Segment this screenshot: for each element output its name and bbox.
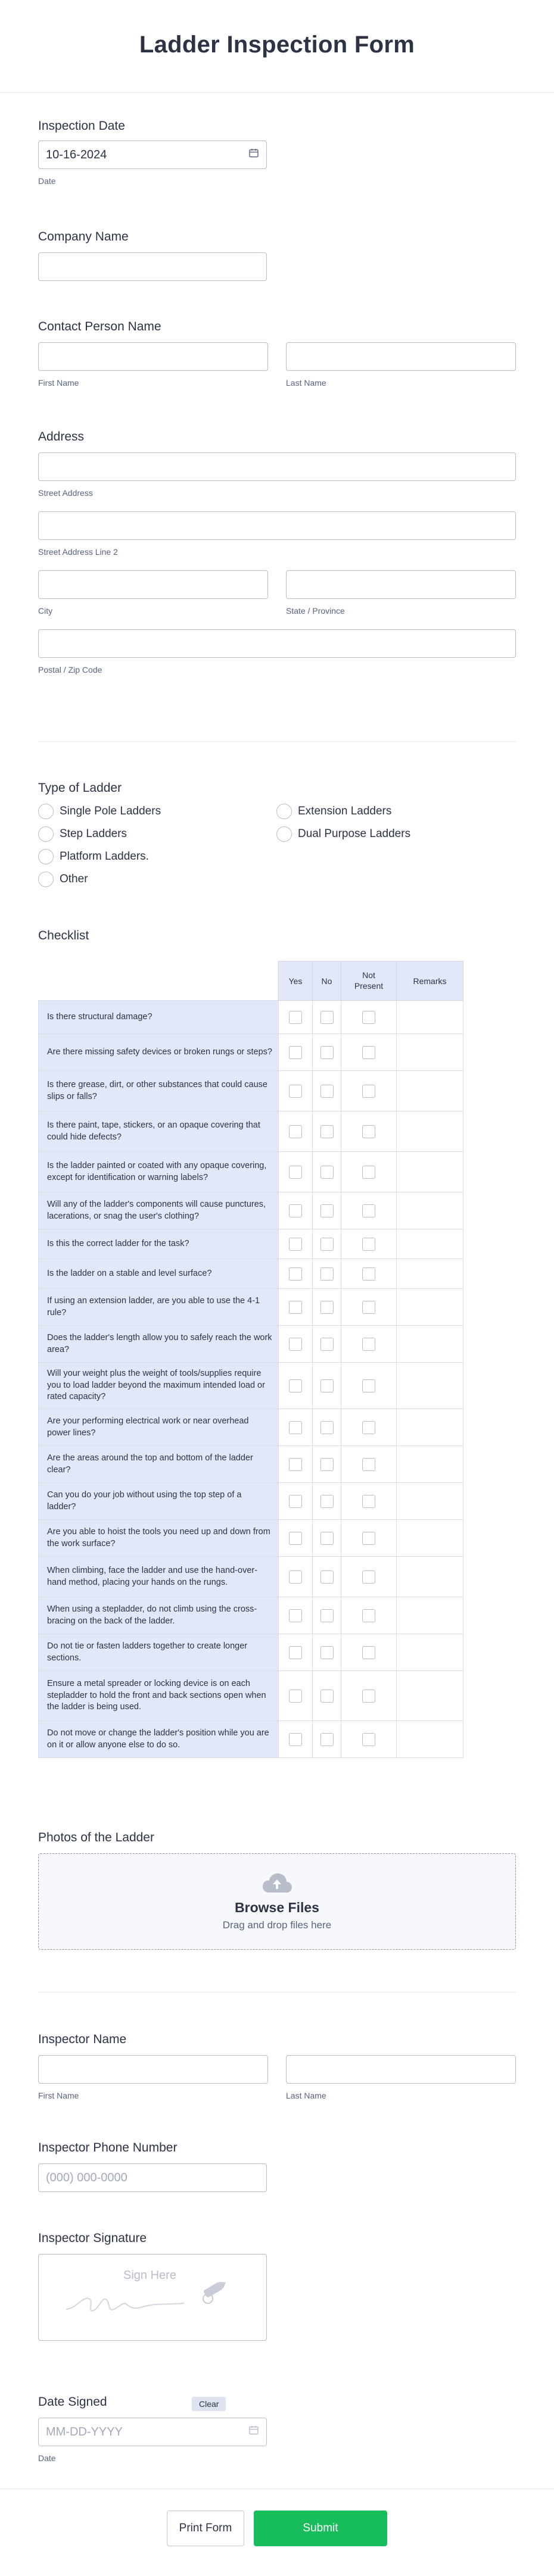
address-field — [38, 430, 516, 675]
checklist-cell-no — [313, 1152, 341, 1192]
checklist-row — [39, 1671, 463, 1721]
checkbox-not-present[interactable] — [362, 1379, 375, 1392]
radio-step[interactable] — [38, 826, 276, 842]
checkbox-not-present[interactable] — [362, 1125, 375, 1138]
checklist-cell-no — [313, 1483, 341, 1520]
checkbox-yes[interactable] — [289, 1379, 302, 1392]
checkbox-not-present[interactable] — [362, 1301, 375, 1314]
checklist-cell-no — [313, 1671, 341, 1721]
matrix-col-yes: Yes — [279, 961, 313, 1001]
checkbox-no[interactable] — [320, 1421, 334, 1434]
checklist-remarks-input[interactable] — [397, 1326, 463, 1363]
checklist-question: Are the areas around the top and bottom of the ladder clear? — [39, 1446, 279, 1483]
checkbox-not-present[interactable] — [362, 1609, 375, 1622]
checkbox-no[interactable] — [320, 1204, 334, 1217]
checklist-row — [39, 1259, 463, 1289]
checklist-question: Is the ladder painted or coated with any opaque covering, except for identification or warning labels? — [39, 1152, 279, 1192]
checklist-question: Does the ladder's length allow you to safely reach the work area? — [39, 1326, 279, 1363]
checkbox-no[interactable] — [320, 1301, 334, 1314]
clear-signature-button[interactable]: Clear — [192, 2397, 226, 2411]
inspector-name-label: Inspector Name — [38, 2032, 127, 2046]
inspection-date-input[interactable] — [38, 140, 267, 169]
checklist-cell-not-present — [341, 1326, 397, 1363]
checklist-row — [39, 1721, 463, 1758]
checkbox-yes[interactable] — [289, 1421, 302, 1434]
matrix-header-row — [39, 961, 463, 1001]
checkbox-yes[interactable] — [289, 1532, 302, 1545]
radio-label: Extension Ladders — [298, 805, 392, 817]
checkbox-no[interactable] — [320, 1570, 334, 1584]
checkbox-yes[interactable] — [289, 1238, 302, 1251]
checklist-cell-not-present — [341, 1229, 397, 1259]
checklist-remarks-input[interactable] — [397, 1071, 463, 1111]
checklist-cell-not-present — [341, 1152, 397, 1192]
radio-dual-purpose[interactable] — [276, 826, 515, 842]
checklist-remarks-input[interactable] — [397, 1597, 463, 1634]
contact-last-name-sublabel: Last Name — [286, 378, 326, 388]
checkbox-yes[interactable] — [289, 1125, 302, 1138]
checklist-cell-no — [313, 1363, 341, 1409]
inspector-phone-input[interactable] — [38, 2163, 267, 2192]
photos-field — [38, 1831, 516, 1950]
radio-other[interactable] — [38, 872, 276, 887]
checkbox-yes[interactable] — [289, 1166, 302, 1179]
checkbox-yes[interactable] — [289, 1495, 302, 1508]
checklist-row — [39, 1229, 463, 1259]
inspection-date-field — [38, 119, 267, 186]
checkbox-not-present[interactable] — [362, 1646, 375, 1659]
checkbox-no[interactable] — [320, 1495, 334, 1508]
checklist-cell-no — [313, 1597, 341, 1634]
checklist-row — [39, 1001, 463, 1034]
checklist-row — [39, 1363, 463, 1409]
section-divider — [38, 741, 516, 742]
street-address-sublabel: Street Address — [38, 488, 93, 498]
checklist-question: Is the ladder on a stable and level surface? — [39, 1259, 279, 1289]
calendar-icon[interactable] — [248, 2425, 259, 2439]
contact-first-name-sublabel: First Name — [38, 378, 79, 388]
checklist-cell-yes — [279, 1152, 313, 1192]
calendar-icon[interactable] — [248, 148, 259, 162]
checkbox-not-present[interactable] — [362, 1085, 375, 1098]
checklist-remarks-input[interactable] — [397, 1557, 463, 1597]
street-address-input[interactable] — [38, 452, 516, 481]
radio-circle[interactable] — [38, 826, 54, 842]
checklist-cell-no — [313, 1192, 341, 1229]
checklist-remarks-input[interactable] — [397, 1001, 463, 1034]
checkbox-yes[interactable] — [289, 1046, 302, 1059]
company-name-field — [38, 230, 267, 281]
ladder-type-field — [38, 781, 516, 887]
inspector-signature-label: Inspector Signature — [38, 2231, 147, 2245]
radio-label: Dual Purpose Ladders — [298, 828, 411, 840]
checklist-row — [39, 1597, 463, 1634]
checklist-question: Can you do your job without using the top step of a ladder? — [39, 1483, 279, 1520]
checklist-row — [39, 1520, 463, 1557]
checklist-remarks-input[interactable] — [397, 1520, 463, 1557]
checklist-cell-not-present — [341, 1671, 397, 1721]
checklist-row — [39, 1326, 463, 1363]
checklist-field — [38, 929, 463, 1758]
checkbox-no[interactable] — [320, 1458, 334, 1471]
checklist-question: When climbing, face the ladder and use the hand-over-hand method, placing your hands on the rungs. — [39, 1557, 279, 1597]
checklist-remarks-input[interactable] — [397, 1409, 463, 1446]
browse-files-title: Browse Files — [235, 1899, 319, 1915]
checklist-row — [39, 1557, 463, 1597]
checkbox-yes[interactable] — [289, 1338, 302, 1351]
checklist-row — [39, 1071, 463, 1111]
radio-circle[interactable] — [38, 849, 54, 864]
checkbox-not-present[interactable] — [362, 1421, 375, 1434]
checklist-remarks-input[interactable] — [397, 1289, 463, 1326]
radio-circle[interactable] — [276, 826, 292, 842]
checklist-cell-yes — [279, 1557, 313, 1597]
inspector-last-name-sublabel: Last Name — [286, 2091, 326, 2100]
checklist-remarks-input[interactable] — [397, 1483, 463, 1520]
checklist-question: Ensure a metal spreader or locking device is on each stepladder to hold the front and back sections open when the ladder is being used. — [39, 1671, 279, 1721]
checkbox-yes[interactable] — [289, 1011, 302, 1024]
state-input[interactable] — [286, 570, 516, 599]
radio-platform[interactable] — [38, 849, 276, 864]
checklist-cell-yes — [279, 1671, 313, 1721]
radio-circle[interactable] — [38, 872, 54, 887]
signature-placeholder: Sign Here — [123, 2269, 176, 2282]
checklist-cell-not-present — [341, 1557, 397, 1597]
checklist-cell-no — [313, 1557, 341, 1597]
checklist-remarks-input[interactable] — [397, 1229, 463, 1259]
phone-placeholder: (000) 000-0000 — [46, 2171, 127, 2184]
checkbox-no[interactable] — [320, 1125, 334, 1138]
checklist-cell-not-present — [341, 1597, 397, 1634]
checklist-cell-no — [313, 1034, 341, 1071]
checkbox-no[interactable] — [320, 1733, 334, 1746]
form-header — [0, 0, 554, 93]
checklist-remarks-input[interactable] — [397, 1111, 463, 1152]
checklist-remarks-input[interactable] — [397, 1034, 463, 1071]
checkbox-yes[interactable] — [289, 1301, 302, 1314]
checkbox-no[interactable] — [320, 1267, 334, 1281]
checklist-cell-yes — [279, 1071, 313, 1111]
checklist-cell-yes — [279, 1520, 313, 1557]
checkbox-no[interactable] — [320, 1646, 334, 1659]
file-upload-dropzone[interactable] — [38, 1853, 516, 1950]
date-signed-sublabel: Date — [38, 2453, 56, 2463]
checkbox-no[interactable] — [320, 1166, 334, 1179]
checkbox-no[interactable] — [320, 1085, 334, 1098]
checklist-question: If using an extension ladder, are you able to use the 4-1 rule? — [39, 1289, 279, 1326]
checklist-row — [39, 1483, 463, 1520]
inspector-last-name-input[interactable] — [286, 2055, 516, 2084]
checklist-cell-yes — [279, 1597, 313, 1634]
city-input[interactable] — [38, 570, 268, 599]
checklist-cell-no — [313, 1446, 341, 1483]
checklist-row — [39, 1446, 463, 1483]
checkbox-no[interactable] — [320, 1238, 334, 1251]
inspection-date-value: 10-16-2024 — [46, 148, 107, 161]
checklist-cell-no — [313, 1326, 341, 1363]
checkbox-not-present[interactable] — [362, 1204, 375, 1217]
checkbox-not-present[interactable] — [362, 1046, 375, 1059]
checkbox-no[interactable] — [320, 1690, 334, 1703]
checkbox-no[interactable] — [320, 1609, 334, 1622]
checklist-cell-no — [313, 1229, 341, 1259]
state-sublabel: State / Province — [286, 606, 345, 616]
radio-single-pole[interactable] — [38, 804, 276, 819]
checklist-remarks-input[interactable] — [397, 1671, 463, 1721]
checklist-cell-not-present — [341, 1446, 397, 1483]
checklist-cell-not-present — [341, 1409, 397, 1446]
checkbox-not-present[interactable] — [362, 1733, 375, 1746]
checklist-cell-yes — [279, 1001, 313, 1034]
checklist-cell-yes — [279, 1446, 313, 1483]
radio-label: Step Ladders — [60, 828, 127, 840]
checklist-question: Is there structural damage? — [39, 1001, 279, 1034]
checklist-cell-yes — [279, 1721, 313, 1758]
checklist-cell-not-present — [341, 1289, 397, 1326]
checklist-row — [39, 1289, 463, 1326]
checklist-question: Do not move or change the ladder's position while you are on it or allow anyone else to do so. — [39, 1721, 279, 1758]
checklist-cell-yes — [279, 1409, 313, 1446]
checklist-cell-not-present — [341, 1483, 397, 1520]
date-signed-label-wrap — [38, 2395, 267, 2463]
company-name-input[interactable] — [38, 252, 267, 281]
form-footer — [0, 2488, 554, 2576]
checkbox-not-present[interactable] — [362, 1495, 375, 1508]
checklist-row — [39, 1634, 463, 1671]
checklist-cell-no — [313, 1001, 341, 1034]
checklist-row — [39, 1111, 463, 1152]
radio-circle[interactable] — [38, 804, 54, 819]
checklist-cell-yes — [279, 1483, 313, 1520]
browse-files-subtitle: Drag and drop files here — [222, 1919, 332, 1931]
date-signed-placeholder: MM-DD-YYYY — [46, 2425, 123, 2438]
ladder-type-options — [38, 804, 516, 887]
checklist-cell-not-present — [341, 1259, 397, 1289]
checklist-cell-not-present — [341, 1111, 397, 1152]
checklist-cell-no — [313, 1520, 341, 1557]
checklist-remarks-input[interactable] — [397, 1192, 463, 1229]
matrix-col-not-present: Not Present — [341, 961, 397, 1001]
checklist-cell-yes — [279, 1363, 313, 1409]
inspector-phone-label: Inspector Phone Number — [38, 2141, 178, 2155]
inspector-first-name-sublabel: First Name — [38, 2091, 79, 2100]
checkbox-not-present[interactable] — [362, 1267, 375, 1281]
checkbox-yes[interactable] — [289, 1690, 302, 1703]
matrix-corner — [39, 961, 279, 1001]
checkbox-not-present[interactable] — [362, 1238, 375, 1251]
checkbox-not-present[interactable] — [362, 1458, 375, 1471]
checklist-label: Checklist — [38, 929, 89, 942]
city-sublabel: City — [38, 606, 53, 616]
checkbox-no[interactable] — [320, 1046, 334, 1059]
checklist-cell-no — [313, 1111, 341, 1152]
matrix-col-remarks: Remarks — [397, 961, 463, 1001]
checklist-matrix — [38, 961, 463, 1758]
checklist-cell-yes — [279, 1634, 313, 1671]
checklist-cell-not-present — [341, 1520, 397, 1557]
checkbox-yes[interactable] — [289, 1570, 302, 1584]
checklist-question: When using a stepladder, do not climb using the cross-bracing on the back of the ladder. — [39, 1597, 279, 1634]
checkbox-no[interactable] — [320, 1379, 334, 1392]
checkbox-not-present[interactable] — [362, 1338, 375, 1351]
checklist-question: Is there grease, dirt, or other substances that could cause slips or falls? — [39, 1071, 279, 1111]
print-form-button[interactable]: Print Form — [167, 2511, 244, 2546]
checklist-cell-not-present — [341, 1192, 397, 1229]
checklist-cell-not-present — [341, 1721, 397, 1758]
checklist-question: Is there paint, tape, stickers, or an opaque covering that could hide defects? — [39, 1111, 279, 1152]
photos-label: Photos of the Ladder — [38, 1831, 154, 1844]
checklist-row — [39, 1192, 463, 1229]
checklist-cell-yes — [279, 1289, 313, 1326]
checkbox-yes[interactable] — [289, 1646, 302, 1659]
checklist-remarks-input[interactable] — [397, 1446, 463, 1483]
checkbox-no[interactable] — [320, 1011, 334, 1024]
checklist-cell-no — [313, 1259, 341, 1289]
checklist-remarks-input[interactable] — [397, 1259, 463, 1289]
contact-last-name-input[interactable] — [286, 342, 516, 371]
street-address-2-input[interactable] — [38, 511, 516, 540]
matrix-col-no: No — [313, 961, 341, 1001]
checkbox-not-present[interactable] — [362, 1532, 375, 1545]
checklist-cell-yes — [279, 1192, 313, 1229]
submit-button[interactable]: Submit — [254, 2511, 387, 2546]
date-signed-label: Date Signed — [38, 2395, 107, 2409]
postal-code-sublabel: Postal / Zip Code — [38, 665, 102, 675]
inspector-name-field — [38, 2032, 516, 2100]
checklist-remarks-input[interactable] — [397, 1363, 463, 1409]
checklist-question: Do not tie or fasten ladders together to create longer sections. — [39, 1634, 279, 1671]
checkbox-not-present[interactable] — [362, 1690, 375, 1703]
form-title: Ladder Inspection Form — [139, 32, 415, 58]
checklist-cell-not-present — [341, 1001, 397, 1034]
checklist-cell-no — [313, 1071, 341, 1111]
checkbox-not-present[interactable] — [362, 1570, 375, 1584]
contact-person-label: Contact Person Name — [38, 320, 161, 333]
radio-label: Single Pole Ladders — [60, 805, 161, 817]
checklist-cell-yes — [279, 1229, 313, 1259]
address-label: Address — [38, 430, 85, 444]
checklist-remarks-input[interactable] — [397, 1634, 463, 1671]
inspector-first-name-input[interactable] — [38, 2055, 268, 2084]
signature-scribble-icon — [65, 2278, 238, 2320]
checkbox-yes[interactable] — [289, 1204, 302, 1217]
section-divider — [38, 1992, 516, 1993]
checklist-cell-no — [313, 1409, 341, 1446]
checklist-row — [39, 1409, 463, 1446]
checklist-question: Are there missing safety devices or broken rungs or steps? — [39, 1034, 279, 1071]
checklist-remarks-input[interactable] — [397, 1721, 463, 1758]
checklist-cell-not-present — [341, 1363, 397, 1409]
checklist-question: Will your weight plus the weight of tools/supplies require you to load ladder beyond the maximum intended load or rated capacity? — [39, 1363, 279, 1409]
radio-label: Other — [60, 873, 88, 885]
inspector-signature-field — [38, 2231, 267, 2341]
checklist-cell-no — [313, 1721, 341, 1758]
checklist-cell-no — [313, 1634, 341, 1671]
street-address-2-sublabel: Street Address Line 2 — [38, 547, 118, 557]
checkbox-yes[interactable] — [289, 1267, 302, 1281]
date-signed-input[interactable] — [38, 2418, 267, 2446]
checklist-cell-yes — [279, 1259, 313, 1289]
signature-pad[interactable] — [38, 2254, 267, 2341]
checklist-cell-no — [313, 1289, 341, 1326]
checkbox-not-present[interactable] — [362, 1166, 375, 1179]
postal-code-input[interactable] — [38, 629, 516, 658]
ladder-type-label: Type of Ladder — [38, 781, 122, 795]
checklist-row — [39, 1034, 463, 1071]
checkbox-not-present[interactable] — [362, 1011, 375, 1024]
checklist-cell-yes — [279, 1326, 313, 1363]
checklist-cell-not-present — [341, 1634, 397, 1671]
checklist-question: Are you able to hoist the tools you need up and down from the work surface? — [39, 1520, 279, 1557]
checklist-question: Will any of the ladder's components will cause punctures, lacerations, or snag the user's clothing? — [39, 1192, 279, 1229]
upload-cloud-icon — [262, 1872, 292, 1894]
checklist-question: Is this the correct ladder for the task? — [39, 1229, 279, 1259]
checkbox-no[interactable] — [320, 1532, 334, 1545]
checkbox-yes[interactable] — [289, 1609, 302, 1622]
inspector-phone-field — [38, 2141, 267, 2192]
checkbox-yes[interactable] — [289, 1733, 302, 1746]
radio-circle[interactable] — [276, 804, 292, 819]
matrix-body — [39, 1001, 463, 1758]
radio-extension[interactable] — [276, 804, 515, 819]
checkbox-yes[interactable] — [289, 1085, 302, 1098]
radio-label: Platform Ladders. — [60, 850, 149, 863]
checklist-cell-yes — [279, 1111, 313, 1152]
checklist-cell-yes — [279, 1034, 313, 1071]
checklist-row — [39, 1152, 463, 1192]
checklist-cell-not-present — [341, 1034, 397, 1071]
inspection-date-sublabel: Date — [38, 176, 56, 186]
checkbox-no[interactable] — [320, 1338, 334, 1351]
checklist-question: Are your performing electrical work or near overhead power lines? — [39, 1409, 279, 1446]
checkbox-yes[interactable] — [289, 1458, 302, 1471]
checklist-remarks-input[interactable] — [397, 1152, 463, 1192]
contact-person-field — [38, 320, 516, 388]
company-name-label: Company Name — [38, 230, 129, 243]
checklist-cell-not-present — [341, 1071, 397, 1111]
inspection-date-label: Inspection Date — [38, 119, 125, 133]
contact-first-name-input[interactable] — [38, 342, 268, 371]
